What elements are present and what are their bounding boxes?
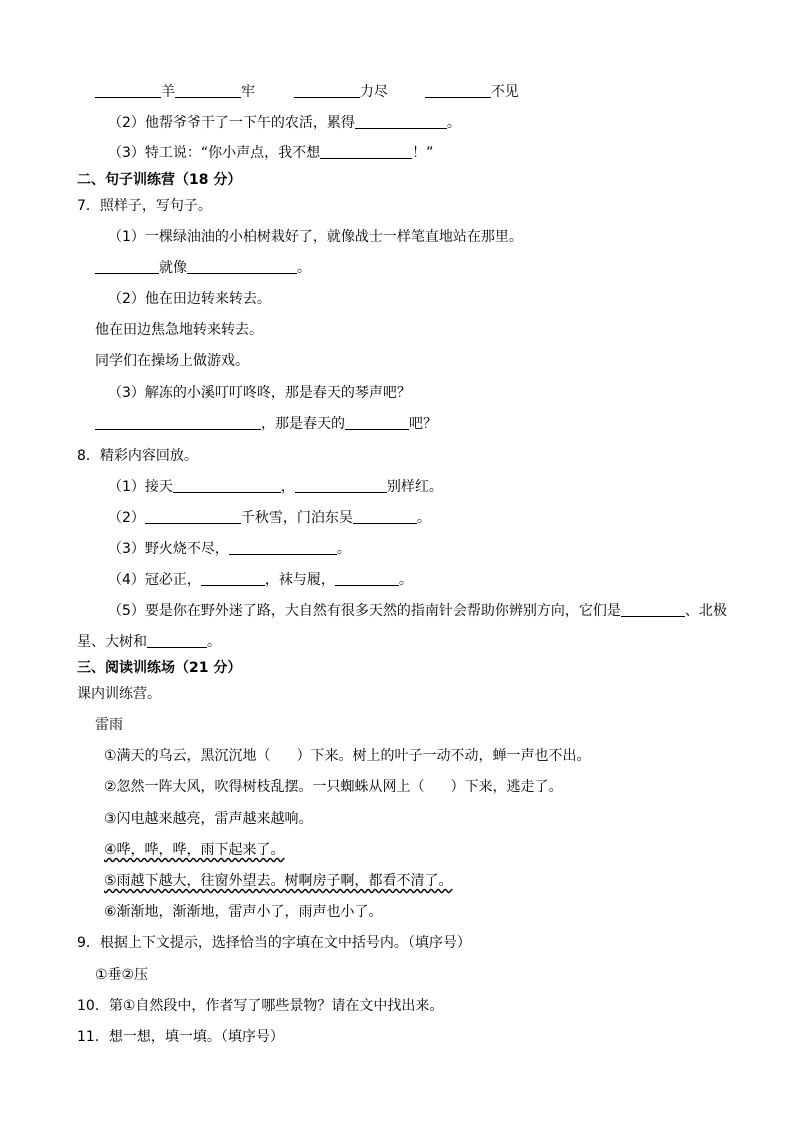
question-text-end: 别样红。 — [386, 479, 443, 495]
question-7-title: 7．照样子，写句子。 — [77, 198, 212, 214]
answer-blank[interactable] — [147, 633, 207, 648]
question-text: （1）接天 — [108, 479, 173, 495]
answer-blank[interactable] — [229, 540, 337, 555]
paragraph-6: ⑥渐渐地，渐渐地，雷声小了，雨声也小了。 — [104, 904, 383, 920]
question-text: （5）要是你在野外迷了路，大自然有很多天然的指南针会帮助你辨别方向，它们是 — [108, 603, 621, 619]
question-text: ，袜与履， — [264, 572, 335, 588]
question-10: 10．第①自然段中，作者写了哪些景物？请在文中找出来。 — [77, 998, 444, 1014]
answer-blank[interactable] — [355, 114, 447, 129]
answer-blank[interactable] — [145, 509, 241, 524]
question-7-1-answer — [95, 258, 311, 278]
idiom-line — [95, 82, 519, 102]
answer-blank[interactable] — [95, 83, 161, 98]
question-text-end: 。 — [416, 510, 431, 526]
paragraph-5: ⑤雨越下越大，往窗外望去。树啊房子啊，都看不清了。 — [104, 873, 453, 889]
question-8-1 — [108, 477, 443, 497]
question-8-5 — [108, 601, 727, 621]
answer-blank[interactable] — [295, 478, 387, 493]
question-7-2-example: 他在田边焦急地转来转去。 — [95, 322, 263, 338]
answer-blank[interactable] — [335, 571, 399, 586]
question-text-end: 。 — [336, 541, 351, 557]
answer-blank[interactable] — [175, 83, 241, 98]
question-text: ，那是春天的 — [261, 416, 345, 432]
idiom-part: 力尽 — [359, 84, 388, 100]
answer-blank[interactable] — [95, 415, 261, 430]
question-8-5-cont — [77, 632, 221, 652]
paragraph-text: ）下来，逃走了。 — [450, 779, 563, 795]
answer-blank[interactable] — [95, 259, 159, 274]
idiom-part: 不见 — [490, 84, 519, 100]
question-text-end: 。 — [398, 572, 413, 588]
answer-blank[interactable] — [173, 478, 281, 493]
question-text-end: ！” — [412, 145, 434, 161]
question-9: 9．根据上下文提示，选择恰当的字填在文中括号内。（填序号） — [77, 935, 471, 951]
question-text-end: 。 — [207, 634, 221, 650]
answer-blank[interactable] — [353, 509, 417, 524]
question-7-2-task: 同学们在操场上做游戏。 — [95, 353, 249, 369]
answer-blank[interactable] — [425, 83, 491, 98]
question-text-end: 。 — [297, 260, 311, 276]
paragraph-1 — [104, 746, 591, 766]
question-11: 11．想一想，填一填。（填序号） — [77, 1029, 284, 1045]
section-2-title: 二、句子训练营（18 分） — [77, 172, 242, 188]
idiom-part: 羊 — [161, 84, 175, 100]
paragraph-text: ①满天的乌云，黑沉沉地（ — [104, 748, 271, 764]
question-text: 千秋雪，门泊东吴 — [240, 510, 353, 526]
answer-blank[interactable] — [621, 602, 685, 617]
answer-blank[interactable] — [345, 415, 409, 430]
passage-title: 雷雨 — [95, 717, 123, 733]
question-7-3: （3）解冻的小溪叮叮咚咚，那是春天的琴声吧？ — [108, 385, 411, 401]
answer-blank[interactable] — [320, 144, 412, 159]
question-text: 就像 — [159, 260, 187, 276]
question-text: （3）特工说：“你小声点，我不想 — [108, 145, 321, 161]
question-7-3-answer — [95, 414, 437, 434]
answer-blank[interactable] — [201, 571, 265, 586]
question-6-2 — [108, 113, 461, 133]
question-8-2 — [108, 508, 431, 528]
answer-blank[interactable] — [294, 83, 360, 98]
question-text-end: 吧？ — [409, 416, 437, 432]
question-text: ， — [280, 479, 295, 495]
section-3-title: 三、阅读训练场（21 分） — [77, 660, 242, 676]
idiom-part: 牢 — [241, 84, 255, 100]
question-6-3 — [108, 143, 433, 163]
question-text: 、北极 — [684, 603, 727, 619]
question-text-end: 。 — [446, 115, 461, 131]
question-9-options: ①垂②压 — [95, 967, 149, 983]
question-text: （2）他帮爷爷干了一下午的农活，累得 — [108, 115, 355, 131]
question-8-3 — [108, 539, 351, 559]
question-8-4 — [108, 570, 413, 590]
answer-blank[interactable] — [187, 259, 297, 274]
paragraph-text: ）下来。树上的叶子一动不动，蝉一声也不出。 — [296, 748, 591, 764]
question-7-1: （1）一棵绿油油的小柏树栽好了，就像战士一样笔直地站在那里。 — [108, 229, 523, 245]
paragraph-2 — [104, 777, 563, 797]
paragraph-3: ③闪电越来越亮，雷声越来越响。 — [104, 811, 313, 827]
reading-intro: 课内训练营。 — [77, 686, 161, 702]
question-text: 星、大树和 — [77, 634, 147, 650]
question-7-2: （2）他在田边转来转去。 — [108, 291, 271, 307]
question-text: （3）野火烧不尽， — [108, 541, 229, 557]
paragraph-4: ④哗，哗，哗，雨下起来了。 — [104, 842, 285, 858]
paragraph-text: ②忽然一阵大风，吹得树枝乱摆。一只蜘蛛从网上（ — [104, 779, 425, 795]
question-8-title: 8．精彩内容回放。 — [77, 448, 198, 464]
question-text: （2） — [108, 510, 145, 526]
question-text: （4）冠必正， — [108, 572, 201, 588]
